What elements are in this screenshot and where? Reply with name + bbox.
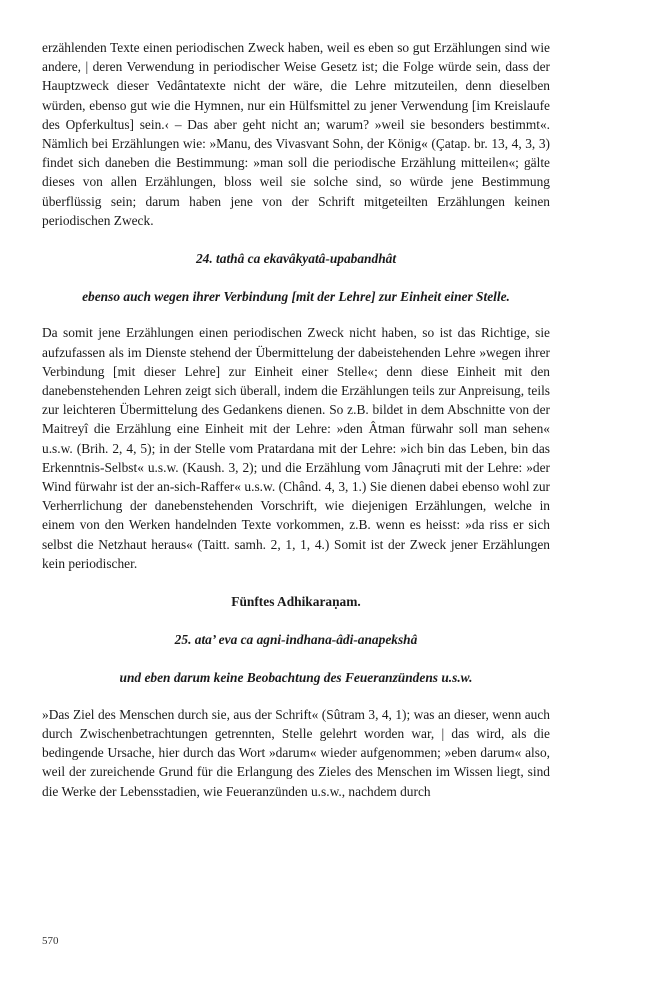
paragraph-commentary-24: Da somit jene Erzählungen einen periodischen Zweck nicht haben, so ist das Richtige, sie aufzufassen als im Dienste stehend der Übermittelung der dabeistehenden Lehre »wegen ihrer Verbindung [mit dieser Lehre] zur Einheit einer Stelle«; denn diese Einheit mit den danebenstehenden Lehren zeigt sich überall, indem die Erzählungen teils zur Anpreisung, teils zur leichteren Übermittelung des Gedankens dienen. So z.B. bildet in dem Abschnitte von der Maitreyî die Erzählung eine Einheit mit der Lehre: »den Âtman fürwahr soll man sehen« u.s.w. (Brih. 2, 4, 5); in der Stelle vom Pratardana mit der Lehre: »ich bin das Leben, bin das Erkenntnis-Selbst« u.s.w. (Kaush. 3, 2); und die Erzählung vom Jânaçruti mit der Lehre: »der Wind fürwahr ist der an-sich-Raffer« u.s.w. (Chând. 4, 3, 1.) Sie dienen dabei ebenso wohl zur Verherrlichung der danebenstehenden Vorschrift, wie diejenigen Erzählungen, welche in einem von den Werken handelnden Texte vorkommen, z.B. wenn es heisst: »da riss er sich selbst die Netzhaut heraus« (Taitt. samh. 2, 1, 1, 4.) Somit ist der Zweck jener Erzählungen kein periodischer. bbox=[42, 325, 550, 571]
paragraph-continuation: erzählenden Texte einen periodischen Zweck haben, weil es eben so gut Erzählungen sind wie andere, | deren Verwendung in periodischer Weise Gesetz ist; die Folge würde sein, dass der Hauptzweck dieser Vedântatexte nicht der wäre, die Lehre mitzuteilen, denn dieselben würden, ebenso gut wie die Hymnen, nur ein Hülfsmittel zu jener Verwendung [im Kreislaufe des Opferkultus] sein.‹ – Das aber geht nicht an; warum? »weil sie besonders bestimmt«. Nämlich bei Erzählungen wie: »Manu, des Vivasvant Sohn, der König« (Çatap. br. 13, 4, 3, 3) findet sich daneben die Bestimmung: »man soll die periodische Erzählung mitteilen«; gälte dieses von allen Erzählungen, bloss weil sie solche sind, so würde jene Bestimmung überflüssig sein; darum haben jene von der Schrift mitgeteilten Erzählungen keinen periodischen Zweck. bbox=[42, 40, 550, 228]
page-body bbox=[42, 38, 550, 801]
page-number: 570 bbox=[42, 935, 59, 947]
section-heading: Fünftes Adhikaraṇam. bbox=[231, 594, 361, 610]
sutra-25-translation: und eben darum keine Beobachtung des Feueranzündens u.s.w. bbox=[119, 670, 473, 686]
sutra-24-heading: 24. tathâ ca ekavâkyatâ-upabandhât bbox=[195, 251, 397, 267]
sutra-24-translation: ebenso auch wegen ihrer Verbindung [mit der Lehre] zur Einheit einer Stelle. bbox=[82, 289, 510, 305]
sutra-25-heading: 25. ata’ eva ca agni-indhana-âdi-anapekshâ bbox=[174, 632, 418, 648]
paragraph-commentary-25: »Das Ziel des Menschen durch sie, aus der Schrift« (Sûtram 3, 4, 1); was an dieser, wenn auch durch Zwischenbetrachtungen getrennten, Stelle gelehrt worden war, | das wird, als die bedingende Ursache, hier durch das Wort »darum« wieder aufgenommen; »eben darum« also, weil der zureichende Grund für die Erlangung des Zieles des Menschen im Wissen liegt, sind die Werke der Lebensstadien, wie Feueranzünden u.s.w., nachdem durch bbox=[42, 706, 550, 799]
